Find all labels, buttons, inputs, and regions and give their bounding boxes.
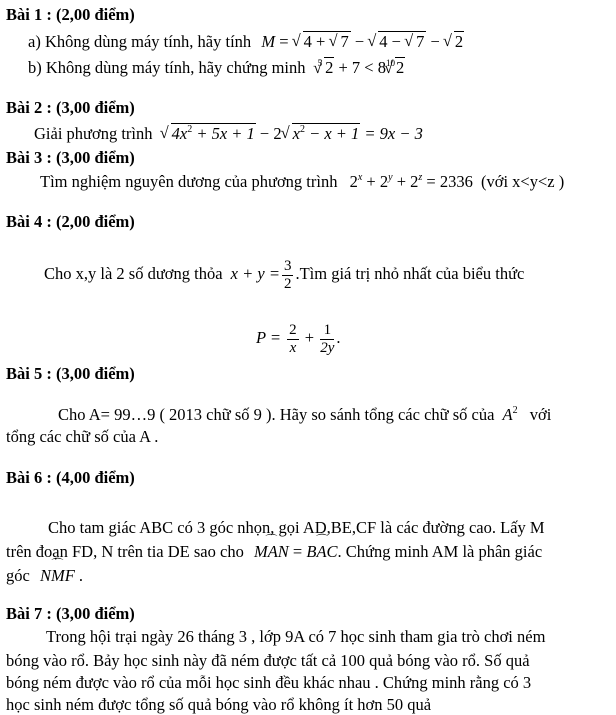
problem-2-formula: √ $4x^2 + 5x + 1 - 2√$ $x^2 - x + 1 = 9x - 3$ (161, 124, 423, 143)
problem-6-line-1: Cho tam giác ABC có 3 góc nhọn, gọi AD,BE,CF là các đường cao. Lấy M (48, 518, 545, 537)
problem-4-condition: x + y = (230, 264, 280, 283)
problem-5-a-squared: $A^2$ (502, 405, 518, 424)
problem-1a-text: a) Không dùng máy tính, hãy tính (28, 32, 252, 51)
problem-4-condition-fraction: $\frac{3}{2}$ (283, 257, 292, 292)
problem-4-text-end: .Tìm giá trị nhỏ nhất của biểu thức (295, 264, 525, 283)
problem-6-heading: Bài 6 : (4,00 điểm) (6, 468, 135, 487)
problem-2-body (34, 124, 423, 144)
problem-7-line-3: bóng ném được vào rổ của mỗi học sinh đều khác nhau . Chứng minh rằng có 3 (6, 673, 532, 692)
problem-6-angle-nmf: ⌒ NMF (40, 566, 75, 586)
problem-4-body (44, 256, 524, 293)
problem-2-heading: Bài 2 : (3,00 điểm) (6, 98, 135, 117)
problem-1a-formula: M = √ 4 + √ 7 − √ 4 − √ 7 − √ 2 (261, 32, 464, 51)
problem-7-line-4: học sinh ném được tổng số quả bóng vào rổ không ít hơn 50 quả (6, 695, 432, 714)
problem-6-line-2: trên đoạn FD, N trên tia DE sao cho ⌒ MAN = ⌒ BAC. Chứng minh AM là phân giác (6, 542, 542, 562)
problem-3-text: Tìm nghiệm nguyên dương của phương trình (40, 172, 338, 191)
problem-6-line-3: góc ⌒ NMF . (6, 566, 83, 586)
problem-7-heading: Bài 7 : (3,00 điểm) (6, 604, 135, 623)
problem-1b (28, 58, 405, 80)
problem-5-heading: Bài 5 : (3,00 điểm) (6, 364, 135, 383)
problem-4-expression: P = $\frac{2}{x}$ + $\frac{1}{2y}$ . (256, 321, 341, 356)
problem-5-line-2: tổng các chữ số của A . (6, 427, 159, 446)
problem-6-angle-equation: ⌒ MAN = ⌒ BAC (254, 542, 338, 561)
problem-4-text: Cho x,y là 2 số dương thỏa (44, 264, 223, 283)
problem-1a (28, 32, 464, 52)
problem-4-heading: Bài 4 : (2,00 điểm) (6, 212, 135, 231)
problem-7-line-2: bóng vào rổ. Bảy học sinh này đã ném được tất cả 100 quả bóng vào rổ. Số quả (6, 651, 530, 670)
problem-3-body (40, 172, 564, 192)
problem-7-line-1: Trong hội trại ngày 26 tháng 3 , lớp 9A có 7 học sinh tham gia trò chơi ném (46, 627, 546, 646)
problem-5-line-1: Cho A= 99…9 ( 2013 chữ số 9 ). Hãy so sánh tổng các chữ số của $A^2$ với (58, 405, 552, 424)
problem-3-condition: (với x<y<z ) (480, 172, 565, 191)
problem-3-formula: $2^x + 2^y + 2^z = 2336$ (349, 172, 473, 191)
problem-2-text: Giải phương trình (34, 124, 153, 143)
problem-1-heading: Bài 1 : (2,00 điểm) (6, 5, 135, 24)
problem-3-heading: Bài 3 : (3,00 điểm) (6, 148, 135, 167)
problem-1b-text: b) Không dùng máy tính, hãy chứng minh (28, 58, 306, 77)
problem-1b-formula: $^5$√ $2 + 7 < 8^{10}√$ 2 (318, 58, 406, 77)
